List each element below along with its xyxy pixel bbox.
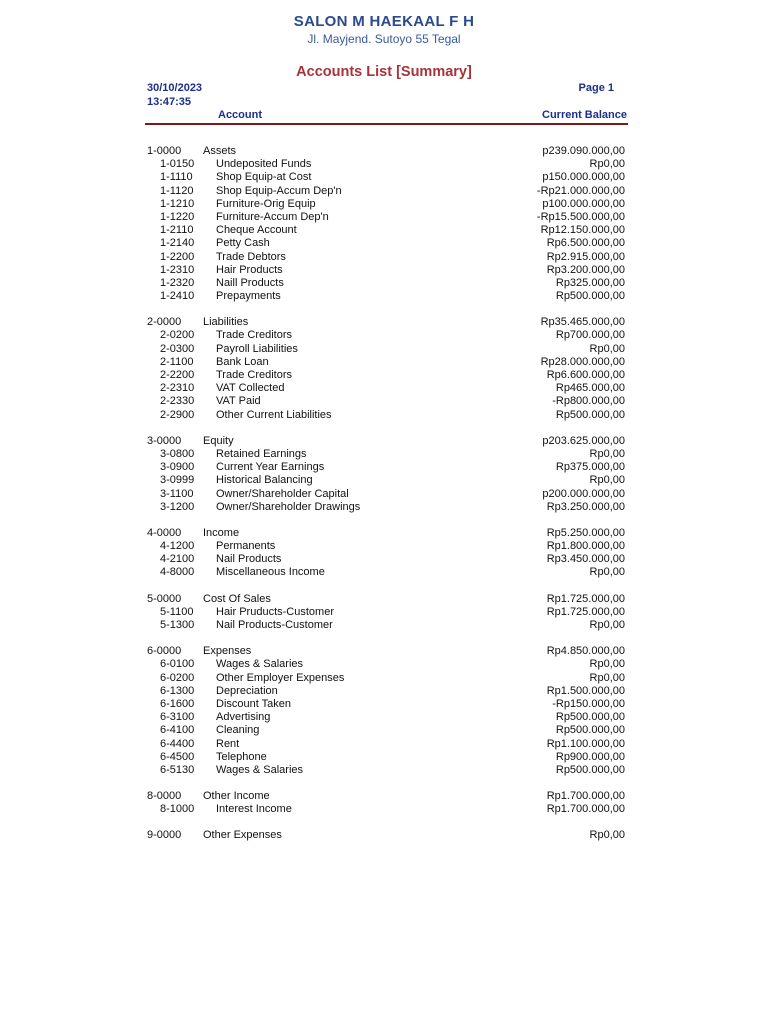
account-balance: Rp35.465.000,00 bbox=[540, 316, 625, 329]
account-balance: Rp28.000.000,00 bbox=[540, 355, 625, 368]
account-name: Cleaning bbox=[216, 724, 260, 737]
account-group bbox=[0, 593, 768, 633]
account-balance: p150.000.000,00 bbox=[542, 171, 625, 184]
account-row bbox=[0, 171, 768, 184]
account-row bbox=[0, 698, 768, 711]
account-code: 3-0999 bbox=[160, 474, 195, 487]
account-row bbox=[0, 329, 768, 342]
account-balance: Rp3.200.000,00 bbox=[546, 263, 625, 276]
account-group bbox=[0, 829, 768, 842]
account-name: Other Current Liabilities bbox=[216, 408, 332, 421]
account-row bbox=[0, 356, 768, 369]
account-balance: Rp0,00 bbox=[589, 671, 625, 684]
account-code: 9-0000 bbox=[147, 829, 182, 842]
account-row bbox=[0, 672, 768, 685]
account-name: Wages & Salaries bbox=[216, 763, 304, 776]
account-code: 6-0100 bbox=[160, 658, 195, 671]
account-row bbox=[0, 461, 768, 474]
account-group-header bbox=[0, 593, 768, 606]
account-balance: Rp0,00 bbox=[589, 447, 625, 460]
account-name: Rent bbox=[216, 737, 240, 750]
account-balance: Rp900.000,00 bbox=[555, 750, 625, 763]
account-name: Bank Loan bbox=[216, 355, 269, 368]
account-balance: p203.625.000,00 bbox=[542, 434, 625, 447]
account-balance: Rp1.800.000,00 bbox=[546, 540, 625, 553]
account-code: 2-2200 bbox=[160, 369, 195, 381]
column-header-balance: Current Balance bbox=[542, 109, 627, 121]
account-code: 6-0200 bbox=[160, 671, 195, 684]
account-group bbox=[0, 645, 768, 777]
account-group bbox=[0, 145, 768, 303]
account-group-header bbox=[0, 145, 768, 158]
account-code: 3-1200 bbox=[160, 500, 195, 513]
account-name: Miscellaneous Income bbox=[216, 566, 325, 579]
account-row bbox=[0, 409, 768, 422]
account-balance: p200.000.000,00 bbox=[542, 487, 625, 500]
account-balance: p100.000.000,00 bbox=[542, 197, 625, 210]
account-name: Retained Earnings bbox=[216, 447, 307, 460]
account-code: 1-1120 bbox=[160, 184, 194, 197]
account-code: 8-0000 bbox=[147, 790, 182, 803]
account-row bbox=[0, 395, 768, 408]
account-balance: Rp12.150.000,00 bbox=[540, 224, 625, 237]
account-balance: Rp500.000,00 bbox=[555, 408, 625, 421]
account-name: Hair Pruducts-Customer bbox=[216, 605, 334, 618]
account-code: 1-2320 bbox=[160, 276, 195, 289]
account-name: Historical Balancing bbox=[216, 474, 313, 487]
account-balance: Rp325.000,00 bbox=[555, 276, 625, 289]
account-name: Payroll Liabilities bbox=[216, 342, 298, 355]
account-code: 2-1100 bbox=[160, 355, 194, 368]
account-row bbox=[0, 369, 768, 382]
account-balance: Rp0,00 bbox=[589, 158, 625, 171]
account-balance: Rp500.000,00 bbox=[555, 711, 625, 724]
account-code: 6-4500 bbox=[160, 750, 195, 763]
account-name: Cost Of Sales bbox=[203, 592, 271, 605]
account-name: Other Employer Expenses bbox=[216, 671, 345, 684]
account-name: Trade Creditors bbox=[216, 329, 293, 342]
account-balance: p239.090.000,00 bbox=[542, 145, 625, 157]
account-balance: Rp500.000,00 bbox=[555, 724, 625, 737]
account-group-header bbox=[0, 790, 768, 803]
account-balance: Rp6.600.000,00 bbox=[546, 369, 625, 381]
account-code: 2-0300 bbox=[160, 342, 195, 355]
account-balance: Rp1.700.000,00 bbox=[546, 803, 625, 816]
account-code: 1-2410 bbox=[160, 290, 195, 303]
account-row bbox=[0, 711, 768, 724]
account-name: Other Expenses bbox=[203, 829, 282, 842]
account-balance: Rp1.725.000,00 bbox=[546, 605, 625, 618]
account-code: 4-1200 bbox=[160, 540, 195, 553]
report-time: 13:47:35 bbox=[147, 96, 192, 108]
account-code: 2-2310 bbox=[160, 382, 195, 395]
account-code: 1-1220 bbox=[160, 210, 195, 223]
account-balance: Rp1.700.000,00 bbox=[546, 790, 625, 803]
account-code: 2-0000 bbox=[147, 316, 182, 329]
account-code: 6-1300 bbox=[160, 684, 195, 697]
account-code: 4-2100 bbox=[160, 553, 195, 566]
account-row bbox=[0, 685, 768, 698]
account-code: 6-4400 bbox=[160, 737, 195, 750]
account-code: 1-0150 bbox=[160, 158, 195, 171]
account-name: Naill Products bbox=[216, 276, 284, 289]
account-balance: Rp3.250.000,00 bbox=[546, 500, 625, 513]
account-name: Depreciation bbox=[216, 684, 278, 697]
account-code: 3-0900 bbox=[160, 461, 195, 474]
account-row bbox=[0, 185, 768, 198]
account-name: Trade Creditors bbox=[216, 369, 293, 381]
account-balance: Rp0,00 bbox=[589, 619, 625, 631]
account-name: Nail Products-Customer bbox=[216, 619, 333, 631]
account-name: Income bbox=[203, 526, 240, 539]
account-row bbox=[0, 448, 768, 461]
account-balance: Rp1.100.000,00 bbox=[546, 737, 625, 750]
account-code: 1-1210 bbox=[160, 197, 195, 210]
company-address: Jl. Mayjend. Sutoyo 55 Tegal bbox=[307, 32, 461, 46]
account-name: Furniture-Orig Equip bbox=[216, 197, 316, 210]
account-group bbox=[0, 790, 768, 816]
account-balance: Rp2.915.000,00 bbox=[546, 250, 625, 263]
account-code: 6-0000 bbox=[147, 645, 182, 658]
account-balance: Rp0,00 bbox=[589, 474, 625, 487]
account-code: 3-0800 bbox=[160, 447, 195, 460]
account-balance: Rp0,00 bbox=[589, 566, 625, 579]
account-name: Prepayments bbox=[216, 290, 281, 303]
account-name: Owner/Shareholder Capital bbox=[216, 487, 349, 500]
account-group-header bbox=[0, 527, 768, 540]
account-balance: Rp375.000,00 bbox=[555, 461, 625, 474]
account-group-header bbox=[0, 435, 768, 448]
account-row bbox=[0, 343, 768, 356]
account-row bbox=[0, 251, 768, 264]
account-code: 4-0000 bbox=[147, 526, 182, 539]
account-balance: Rp4.850.000,00 bbox=[546, 645, 625, 658]
account-code: 5-1100 bbox=[160, 605, 194, 618]
account-balance: Rp3.450.000,00 bbox=[546, 553, 625, 566]
account-name: Shop Equip-at Cost bbox=[216, 171, 312, 184]
account-code: 1-1110 bbox=[160, 171, 193, 184]
report-date: 30/10/2023 bbox=[147, 82, 203, 94]
account-row bbox=[0, 158, 768, 171]
account-row bbox=[0, 566, 768, 579]
account-balance: Rp500.000,00 bbox=[555, 763, 625, 776]
account-code: 6-5130 bbox=[160, 763, 195, 776]
report-title: Accounts List [Summary] bbox=[296, 64, 472, 80]
account-balance: -Rp800.000,00 bbox=[552, 395, 625, 408]
account-name: Cheque Account bbox=[216, 224, 297, 237]
account-code: 6-3100 bbox=[160, 711, 195, 724]
account-row bbox=[0, 264, 768, 277]
account-code: 1-2310 bbox=[160, 263, 195, 276]
account-code: 8-1000 bbox=[160, 803, 195, 816]
account-name: Wages & Salaries bbox=[216, 658, 304, 671]
account-code: 2-2900 bbox=[160, 408, 195, 421]
account-code: 4-8000 bbox=[160, 566, 195, 579]
account-name: Liabilities bbox=[203, 316, 249, 329]
account-balance: Rp465.000,00 bbox=[555, 382, 625, 395]
account-balance: -Rp21.000.000,00 bbox=[536, 184, 625, 197]
account-name: Trade Debtors bbox=[216, 250, 286, 263]
account-name: VAT Paid bbox=[216, 395, 261, 408]
account-balance: -Rp15.500.000,00 bbox=[536, 210, 625, 223]
account-name: Petty Cash bbox=[216, 237, 270, 250]
account-name: Expenses bbox=[203, 645, 252, 658]
page-number: Page 1 bbox=[578, 82, 614, 94]
account-row bbox=[0, 764, 768, 777]
account-code: 1-2140 bbox=[160, 237, 195, 250]
account-row bbox=[0, 224, 768, 237]
accounts-ledger bbox=[0, 145, 768, 856]
account-code: 6-1600 bbox=[160, 697, 195, 710]
account-balance: Rp1.725.000,00 bbox=[546, 592, 625, 605]
account-code: 3-0000 bbox=[147, 434, 182, 447]
account-name: Current Year Earnings bbox=[216, 461, 325, 474]
account-row bbox=[0, 553, 768, 566]
account-row bbox=[0, 751, 768, 764]
account-row bbox=[0, 237, 768, 250]
account-code: 1-0000 bbox=[147, 145, 182, 157]
account-row bbox=[0, 474, 768, 487]
account-name: Advertising bbox=[216, 711, 271, 724]
account-row bbox=[0, 619, 768, 632]
account-name: Equity bbox=[203, 434, 234, 447]
account-name: Owner/Shareholder Drawings bbox=[216, 500, 361, 513]
account-row bbox=[0, 803, 768, 816]
account-balance: Rp5.250.000,00 bbox=[546, 526, 625, 539]
account-row bbox=[0, 738, 768, 751]
account-code: 3-1100 bbox=[160, 487, 194, 500]
account-name: Discount Taken bbox=[216, 697, 292, 710]
account-name: Nail Products bbox=[216, 553, 282, 566]
account-name: Permanents bbox=[216, 540, 276, 553]
account-group-header bbox=[0, 829, 768, 842]
account-row bbox=[0, 501, 768, 514]
account-row bbox=[0, 658, 768, 671]
account-row bbox=[0, 290, 768, 303]
account-group bbox=[0, 316, 768, 422]
account-balance: Rp0,00 bbox=[589, 342, 625, 355]
account-name: Undeposited Funds bbox=[216, 158, 312, 171]
header-divider bbox=[145, 123, 628, 125]
account-code: 2-0200 bbox=[160, 329, 195, 342]
account-row bbox=[0, 277, 768, 290]
account-row bbox=[0, 382, 768, 395]
account-row bbox=[0, 198, 768, 211]
account-row bbox=[0, 540, 768, 553]
account-name: Furniture-Accum Dep'n bbox=[216, 210, 329, 223]
column-header-account: Account bbox=[218, 109, 262, 121]
account-group-header bbox=[0, 316, 768, 329]
account-balance: Rp700.000,00 bbox=[555, 329, 625, 342]
account-row bbox=[0, 488, 768, 501]
account-code: 5-1300 bbox=[160, 619, 195, 631]
account-row bbox=[0, 724, 768, 737]
account-balance: Rp1.500.000,00 bbox=[546, 684, 625, 697]
account-group-header bbox=[0, 645, 768, 658]
account-code: 2-2330 bbox=[160, 395, 195, 408]
account-group bbox=[0, 527, 768, 580]
account-name: Hair Products bbox=[216, 263, 283, 276]
account-code: 1-2110 bbox=[160, 224, 194, 237]
account-balance: Rp0,00 bbox=[589, 658, 625, 671]
account-balance: Rp500.000,00 bbox=[555, 290, 625, 303]
account-name: Assets bbox=[203, 145, 237, 157]
account-name: Other Income bbox=[203, 790, 270, 803]
account-name: Shop Equip-Accum Dep'n bbox=[216, 184, 342, 197]
account-group bbox=[0, 435, 768, 514]
account-balance: -Rp150.000,00 bbox=[552, 697, 625, 710]
account-code: 5-0000 bbox=[147, 592, 182, 605]
account-balance: Rp0,00 bbox=[589, 829, 625, 842]
account-balance: Rp6.500.000,00 bbox=[546, 237, 625, 250]
company-name: SALON M HAEKAAL F H bbox=[293, 13, 475, 30]
account-name: Interest Income bbox=[216, 803, 292, 816]
account-row bbox=[0, 606, 768, 619]
account-code: 6-4100 bbox=[160, 724, 195, 737]
account-row bbox=[0, 211, 768, 224]
account-code: 1-2200 bbox=[160, 250, 195, 263]
account-name: VAT Collected bbox=[216, 382, 285, 395]
account-name: Telephone bbox=[216, 750, 267, 763]
